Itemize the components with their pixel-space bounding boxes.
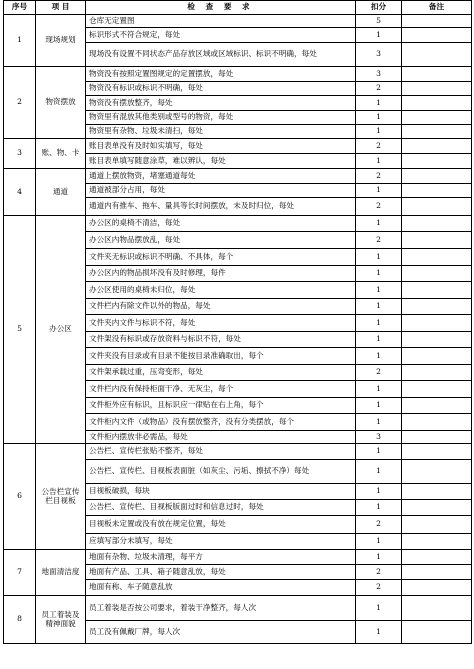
check-item: 文件柜内文件（或物品）没有摆放整齐，没有分类摆放，每个	[86, 414, 356, 431]
note-cell	[402, 444, 472, 460]
note-cell	[402, 282, 472, 299]
deduction-score: 1	[356, 444, 402, 460]
check-item: 文件栏内没有保持柜面干净、无灰尘，每个	[86, 381, 356, 398]
group-seq: 2	[4, 67, 36, 139]
note-cell	[402, 596, 472, 621]
deduction-score: 1	[356, 111, 402, 125]
note-cell	[402, 28, 472, 43]
group-category: 员工着装及精神面貌	[36, 596, 86, 644]
note-cell	[402, 621, 472, 644]
note-cell	[402, 232, 472, 249]
table-row	[4, 596, 472, 621]
group-category: 地面清洁度	[36, 550, 86, 596]
check-item: 地面有杂物、垃圾未清理，每平方	[86, 550, 356, 565]
check-item: 地面有称、车子随意乱放	[86, 580, 356, 596]
inspection-table	[3, 0, 472, 644]
check-item: 员工没有佩戴厂牌，每人次	[86, 621, 356, 644]
group-category: 账、物、卡	[36, 139, 86, 169]
note-cell	[402, 67, 472, 82]
deduction-score: 2	[356, 565, 402, 580]
deduction-score: 3	[356, 431, 402, 444]
note-cell	[402, 484, 472, 500]
deduction-score: 2	[356, 232, 402, 249]
note-cell	[402, 216, 472, 232]
check-item: 文件夹内文件与标识不符，每处	[86, 315, 356, 332]
deduction-score: 1	[356, 460, 402, 484]
deduction-score: 1	[356, 184, 402, 198]
group-category: 现场规划	[36, 15, 86, 67]
note-cell	[402, 365, 472, 381]
deduction-score: 1	[356, 414, 402, 431]
check-item: 公告栏、宣传栏、目视板表面脏（如灰尘、污垢、擦拭不净）每处	[86, 460, 356, 484]
note-cell	[402, 580, 472, 596]
check-item: 文件夹没有目录或有目录不能按目录准确取出，每个	[86, 348, 356, 365]
check-item: 账目表单填写随意涂草，难以辨认，每处	[86, 154, 356, 169]
check-item: 办公区使用的桌椅未归位，每处	[86, 282, 356, 299]
note-cell	[402, 266, 472, 282]
group-category: 办公区	[36, 216, 86, 444]
deduction-score: 1	[356, 216, 402, 232]
note-cell	[402, 198, 472, 216]
deduction-score: 2	[356, 82, 402, 96]
check-item: 物资没有摆放整齐，每处	[86, 96, 356, 111]
check-item: 标识形式不符合规定，每处	[86, 28, 356, 43]
note-cell	[402, 431, 472, 444]
header-seq: 序号	[4, 1, 36, 15]
deduction-score: 1	[356, 154, 402, 169]
deduction-score: 1	[356, 249, 402, 266]
check-item: 文件栏内有除文件以外的物品，每处	[86, 299, 356, 315]
note-cell	[402, 154, 472, 169]
check-item: 公告栏、宣传栏、目视板版面过时和信息过时，每处	[86, 500, 356, 516]
note-cell	[402, 315, 472, 332]
note-cell	[402, 414, 472, 431]
note-cell	[402, 139, 472, 154]
deduction-score: 5	[356, 15, 402, 28]
note-cell	[402, 348, 472, 365]
check-item: 文件柜内摆放非必需品，每处	[86, 431, 356, 444]
table-row	[4, 139, 472, 154]
table-row	[4, 169, 472, 184]
check-item: 办公区内的物品损坏没有及时修理，每件	[86, 266, 356, 282]
deduction-score: 1	[356, 550, 402, 565]
deduction-score: 2	[356, 139, 402, 154]
header-category: 项 目	[36, 1, 86, 15]
check-item: 通道被部分占用，每处	[86, 184, 356, 198]
group-category: 通道	[36, 169, 86, 216]
deduction-score: 1	[356, 266, 402, 282]
check-item: 账目表单没有及时如实填写，每处	[86, 139, 356, 154]
check-item: 通道上摆放物资，堵塞通道每处	[86, 169, 356, 184]
header-score: 扣分	[356, 1, 402, 15]
check-item: 公告栏、宣传栏张贴不整齐，每处	[86, 444, 356, 460]
check-item: 文件架承载过重，压弯变形，每处	[86, 365, 356, 381]
deduction-score: 1	[356, 282, 402, 299]
table-header	[4, 1, 472, 15]
deduction-score: 2	[356, 580, 402, 596]
table-row	[4, 216, 472, 232]
check-item: 文件夹无标识或标识不明确、不具体，每个	[86, 249, 356, 266]
note-cell	[402, 96, 472, 111]
check-item: 办公区内物品摆放乱，每处	[86, 232, 356, 249]
check-item: 目视板未定置或没有放在规定位置，每处	[86, 516, 356, 534]
deduction-score: 3	[356, 43, 402, 67]
deduction-score: 2	[356, 516, 402, 534]
group-seq: 6	[4, 444, 36, 550]
note-cell	[402, 15, 472, 28]
deduction-score: 1	[356, 28, 402, 43]
check-item: 员工着装是否按公司要求，着装干净整齐，每人次	[86, 596, 356, 621]
note-cell	[402, 184, 472, 198]
note-cell	[402, 125, 472, 139]
deduction-score: 1	[356, 96, 402, 111]
check-item: 办公区的桌椅不清洁，每处	[86, 216, 356, 232]
group-category: 公告栏宣传栏目视板	[36, 444, 86, 550]
note-cell	[402, 43, 472, 67]
note-cell	[402, 500, 472, 516]
check-item: 现场没有设置不同状态产品存放区域或区域标识、标识不明确，每处	[86, 43, 356, 67]
group-seq: 4	[4, 169, 36, 216]
check-item: 文件柜外应有标识，且标识应一律贴在右上角，每个	[86, 398, 356, 414]
deduction-score: 1	[356, 500, 402, 516]
deduction-score: 1	[356, 299, 402, 315]
group-seq: 3	[4, 139, 36, 169]
deduction-score: 1	[356, 621, 402, 644]
deduction-score: 1	[356, 348, 402, 365]
deduction-score: 2	[356, 169, 402, 184]
check-item: 通道内有推车、拖车、量具等长时间摆放，未及时归位，每处	[86, 198, 356, 216]
note-cell	[402, 550, 472, 565]
deduction-score: 1	[356, 534, 402, 550]
table-row	[4, 15, 472, 28]
deduction-score: 2	[356, 198, 402, 216]
note-cell	[402, 249, 472, 266]
group-category: 物资摆放	[36, 67, 86, 139]
group-seq: 1	[4, 15, 36, 67]
deduction-score: 3	[356, 67, 402, 82]
deduction-score: 1	[356, 125, 402, 139]
check-item: 物资没有按照定置图规定的定置摆放，每处	[86, 67, 356, 82]
deduction-score: 1	[356, 315, 402, 332]
note-cell	[402, 398, 472, 414]
note-cell	[402, 534, 472, 550]
check-item: 物资里有混放其他类别或型号的物资，每处	[86, 111, 356, 125]
note-cell	[402, 516, 472, 534]
deduction-score: 1	[356, 596, 402, 621]
header-check: 检 查 要 求	[86, 1, 356, 15]
deduction-score: 1	[356, 381, 402, 398]
check-item: 地面有产品、工具、箱子随意乱放，每处	[86, 565, 356, 580]
check-item: 物资里有杂物、垃圾未清扫，每处	[86, 125, 356, 139]
check-item: 仓库无定置图	[86, 15, 356, 28]
check-item: 应填写部分未填写，每处	[86, 534, 356, 550]
note-cell	[402, 82, 472, 96]
note-cell	[402, 565, 472, 580]
group-seq: 7	[4, 550, 36, 596]
group-seq: 8	[4, 596, 36, 644]
table-row	[4, 444, 472, 460]
note-cell	[402, 332, 472, 348]
deduction-score: 2	[356, 365, 402, 381]
check-item: 目视板破损，每块	[86, 484, 356, 500]
note-cell	[402, 169, 472, 184]
table-row	[4, 67, 472, 82]
deduction-score: 1	[356, 484, 402, 500]
table-body	[4, 15, 472, 644]
note-cell	[402, 299, 472, 315]
note-cell	[402, 460, 472, 484]
note-cell	[402, 381, 472, 398]
check-item: 文件架没有标识或存放资料与标识不符，每处	[86, 332, 356, 348]
group-seq: 5	[4, 216, 36, 444]
inspection-sheet	[3, 0, 471, 644]
header-note: 备注	[402, 1, 472, 15]
deduction-score: 1	[356, 332, 402, 348]
table-row	[4, 550, 472, 565]
note-cell	[402, 111, 472, 125]
check-item: 物资没有标识或标识不明确，每处	[86, 82, 356, 96]
deduction-score: 1	[356, 398, 402, 414]
